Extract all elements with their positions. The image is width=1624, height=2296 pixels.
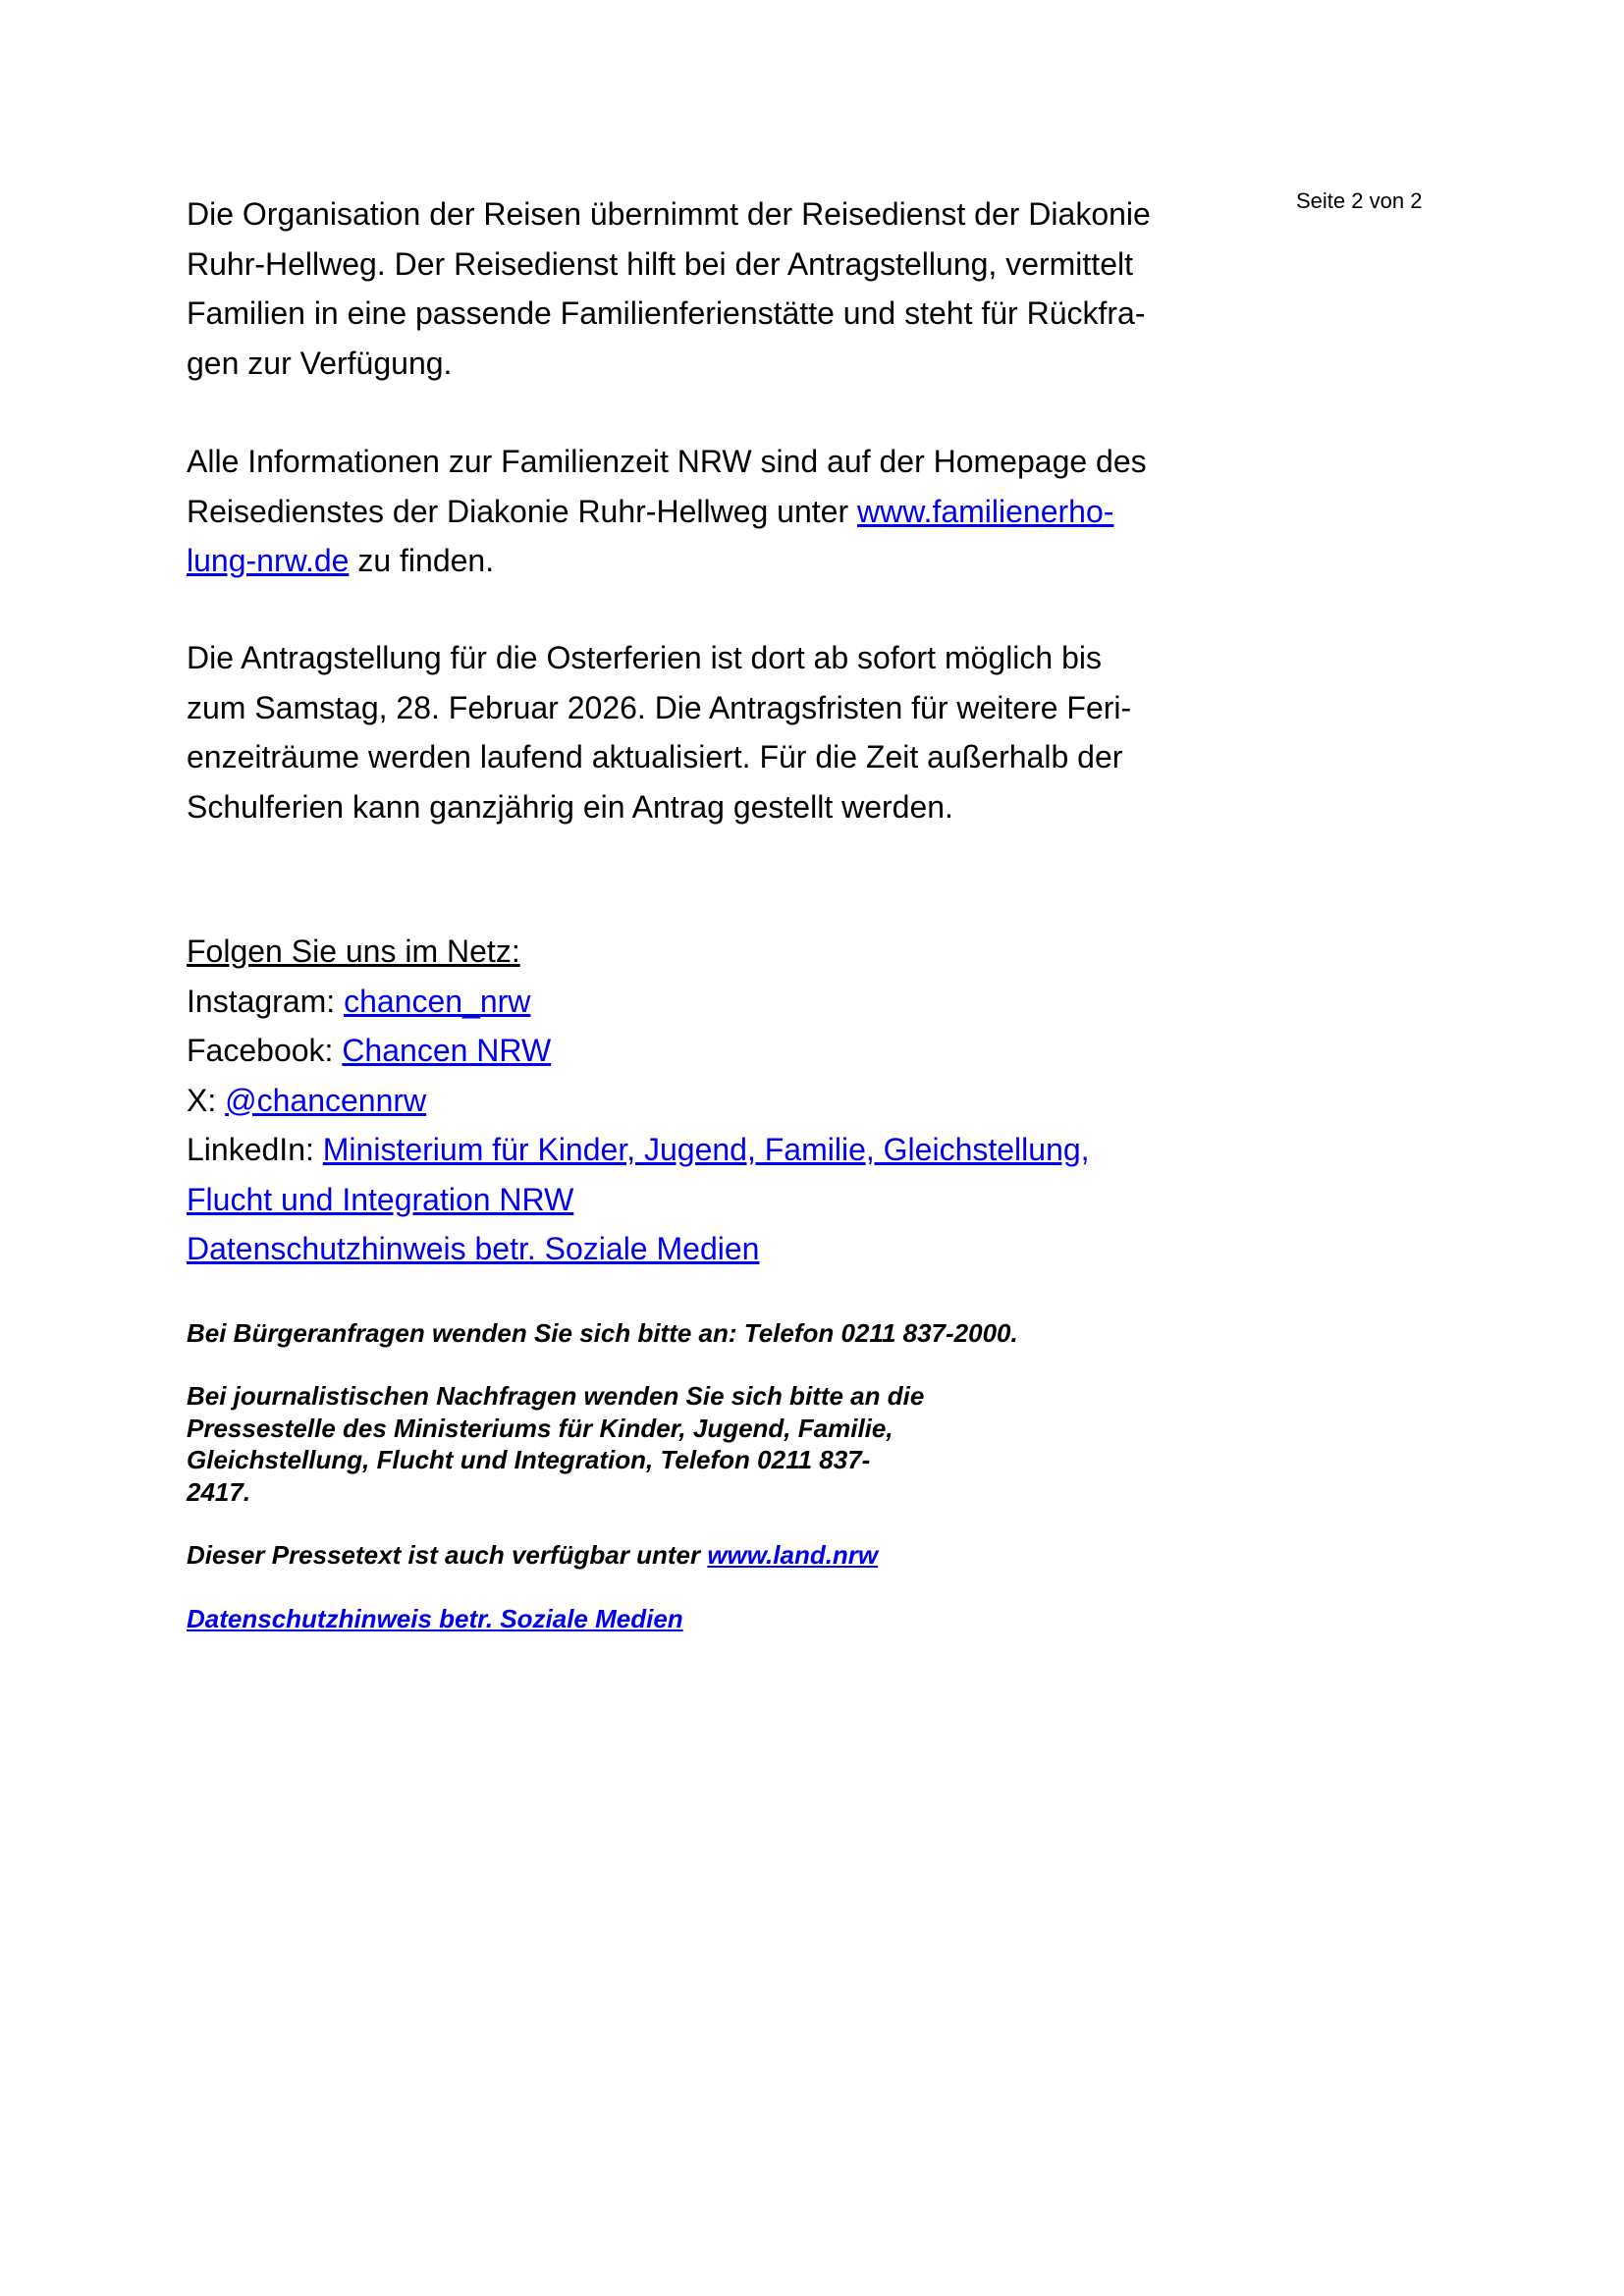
facebook-link[interactable]: Chancen NRW (342, 1033, 552, 1068)
paragraph-line: zum Samstag, 28. Februar 2026. Die Antragsfristen für weitere Feri- (187, 689, 1132, 725)
page-number: Seite 2 von 2 (1296, 188, 1423, 213)
privacy-link[interactable]: Datenschutzhinweis betr. Soziale Medien (187, 1604, 683, 1633)
linkedin-link-continued[interactable]: Flucht und Integration NRW (187, 1181, 574, 1217)
paragraph-text: zu finden. (349, 543, 495, 578)
paragraph-information (187, 437, 1227, 586)
social-x (187, 1076, 1227, 1126)
social-heading: Folgen Sie uns im Netz: (187, 934, 520, 969)
instagram-label: Instagram: (187, 983, 345, 1019)
paragraph-line (187, 536, 1227, 586)
paragraph-line: Ruhr-Hellweg. Der Reisedienst hilft bei der Antragstellung, vermittelt (187, 245, 1133, 282)
paragraph-organisation (187, 189, 1227, 388)
paragraph-line: enzeiträume werden laufend aktualisiert. Für die Zeit außerhalb der (187, 739, 1123, 774)
availability-text: Dieser Pressetext ist auch verfügbar unter (187, 1540, 708, 1570)
press-contact-line: Bei journalistischen Nachfragen wenden Sie sich bitte an die (187, 1381, 925, 1411)
social-linkedin (187, 1125, 1227, 1175)
social-linkedin-continued (187, 1175, 1227, 1225)
paragraph-line (187, 487, 1227, 537)
social-privacy (187, 1224, 1227, 1274)
availability-note (187, 1539, 1070, 1572)
instagram-link[interactable]: chancen_nrw (344, 983, 531, 1019)
press-contact-line: 2417. (187, 1476, 251, 1507)
social-privacy-link[interactable]: Datenschutzhinweis betr. Soziale Medien (187, 1231, 760, 1266)
social-media-section (187, 927, 1227, 1274)
social-facebook (187, 1026, 1227, 1076)
privacy-note (187, 1603, 1070, 1635)
x-label: X: (187, 1082, 226, 1118)
linkedin-link[interactable]: Ministerium für Kinder, Jugend, Familie, Gleichstellung, (322, 1132, 1090, 1167)
x-link[interactable]: @chancennrw (225, 1082, 427, 1118)
land-nrw-link[interactable]: www.land.nrw (707, 1540, 879, 1570)
social-instagram (187, 977, 1227, 1027)
paragraph-line: gen zur Verfügung. (187, 345, 453, 381)
paragraph-line: Alle Informationen zur Familienzeit NRW sind auf der Homepage des (187, 444, 1147, 479)
familienerholung-link-continued[interactable]: lung-nrw.de (187, 543, 350, 578)
citizen-contact (187, 1317, 1070, 1350)
facebook-label: Facebook: (187, 1033, 343, 1068)
paragraph-text: Reisedienstes der Diakonie Ruhr-Hellweg unter (187, 493, 857, 529)
paragraph-line: Schulferien kann ganzjährig ein Antrag gestellt werden. (187, 788, 953, 825)
paragraph-application (187, 633, 1227, 831)
press-contact (187, 1380, 1070, 1508)
linkedin-label: LinkedIn: (187, 1132, 323, 1167)
paragraph-line: Die Antragstellung für die Osterferien ist dort ab sofort möglich bis (187, 640, 1102, 675)
familienerholung-link[interactable]: www.familienerho- (857, 493, 1114, 529)
paragraph-line: Familien in eine passende Familienferienstätte und steht für Rückfra- (187, 295, 1146, 331)
press-contact-line: Pressestelle des Ministeriums für Kinder, Jugend, Familie, (187, 1413, 893, 1443)
paragraph-line: Die Organisation der Reisen übernimmt der Reisedienst der Diakonie (187, 196, 1151, 232)
press-contact-line: Gleichstellung, Flucht und Integration, Telefon 0211 837- (187, 1445, 871, 1474)
citizen-contact-text: Bei Bürgeranfragen wenden Sie sich bitte an: Telefon 0211 837-2000. (187, 1318, 1018, 1348)
